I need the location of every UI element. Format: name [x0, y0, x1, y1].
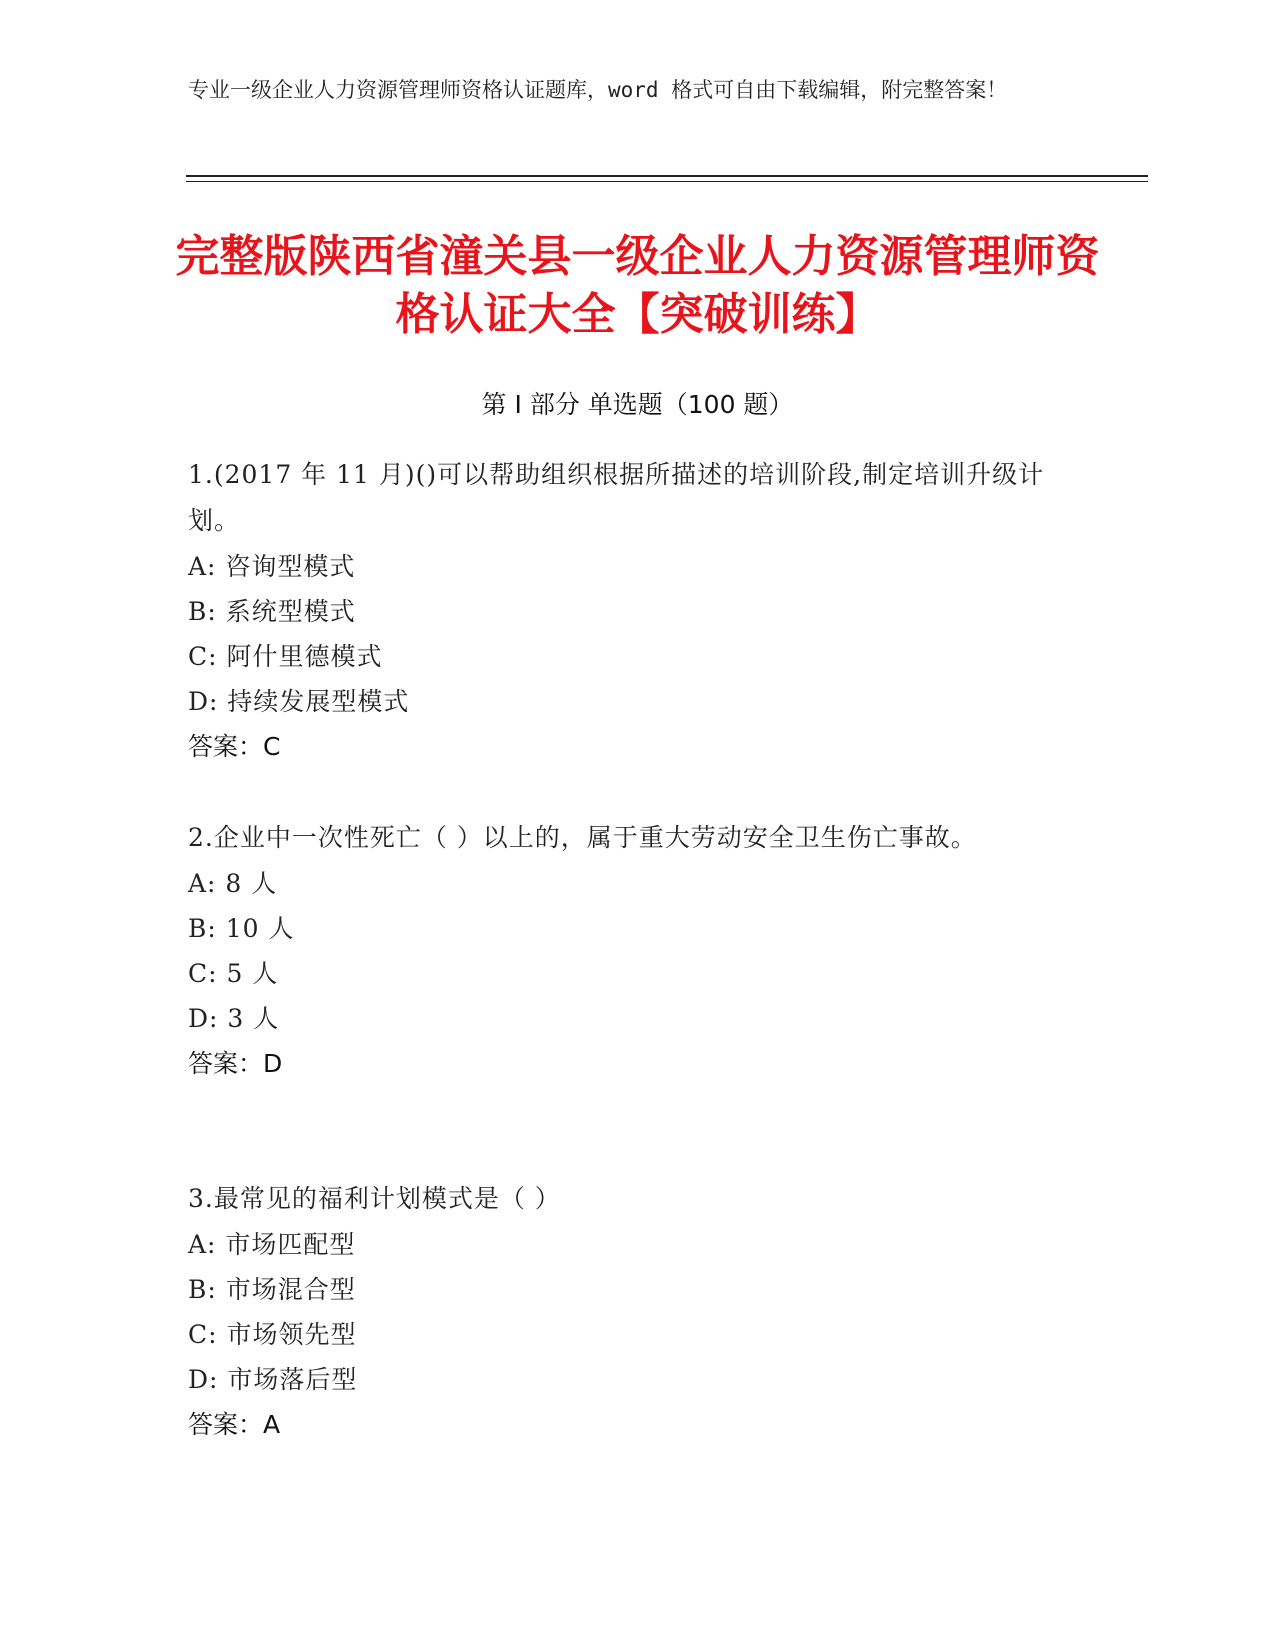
question-text: 1.(2017 年 11 月)()可以帮助组织根据所描述的培训阶段,制定培训升级计划。	[188, 460, 1045, 535]
option-d: D: 3 人	[188, 1004, 280, 1033]
question-3	[188, 1176, 1068, 1447]
question-1	[188, 452, 1068, 769]
answer-line: 答案：D	[188, 1049, 283, 1078]
question-text: 3.最常见的福利计划模式是（ ）	[188, 1184, 561, 1213]
option-d: D: 市场落后型	[188, 1365, 358, 1394]
answer-line: 答案：A	[188, 1410, 281, 1439]
question-text: 2.企业中一次性死亡（ ）以上的，属于重大劳动安全卫生伤亡事故。	[188, 823, 977, 852]
option-c: C: 5 人	[188, 959, 279, 988]
option-c: C: 阿什里德模式	[188, 642, 383, 671]
option-a: A: 市场匹配型	[188, 1230, 356, 1259]
document-title: 完整版陕西省潼关县一级企业人力资源管理师资格认证大全【突破训练】	[175, 231, 1100, 340]
question-2	[188, 815, 1068, 1086]
header-divider-thin	[186, 181, 1148, 182]
answer-line: 答案：C	[188, 732, 281, 761]
header-divider-thick	[186, 175, 1148, 177]
option-d: D: 持续发展型模式	[188, 687, 410, 716]
header-note: 专业一级企业人力资源管理师资格认证题库，word 格式可自由下载编辑，附完整答案！	[188, 78, 1008, 102]
option-b: B: 系统型模式	[188, 597, 356, 626]
option-b: B: 10 人	[188, 914, 295, 943]
option-c: C: 市场领先型	[188, 1320, 357, 1349]
option-a: A: 8 人	[188, 869, 278, 898]
section-heading: 第 I 部分 单选题（100 题）	[481, 390, 794, 419]
option-b: B: 市场混合型	[188, 1275, 356, 1304]
option-a: A: 咨询型模式	[188, 552, 356, 581]
